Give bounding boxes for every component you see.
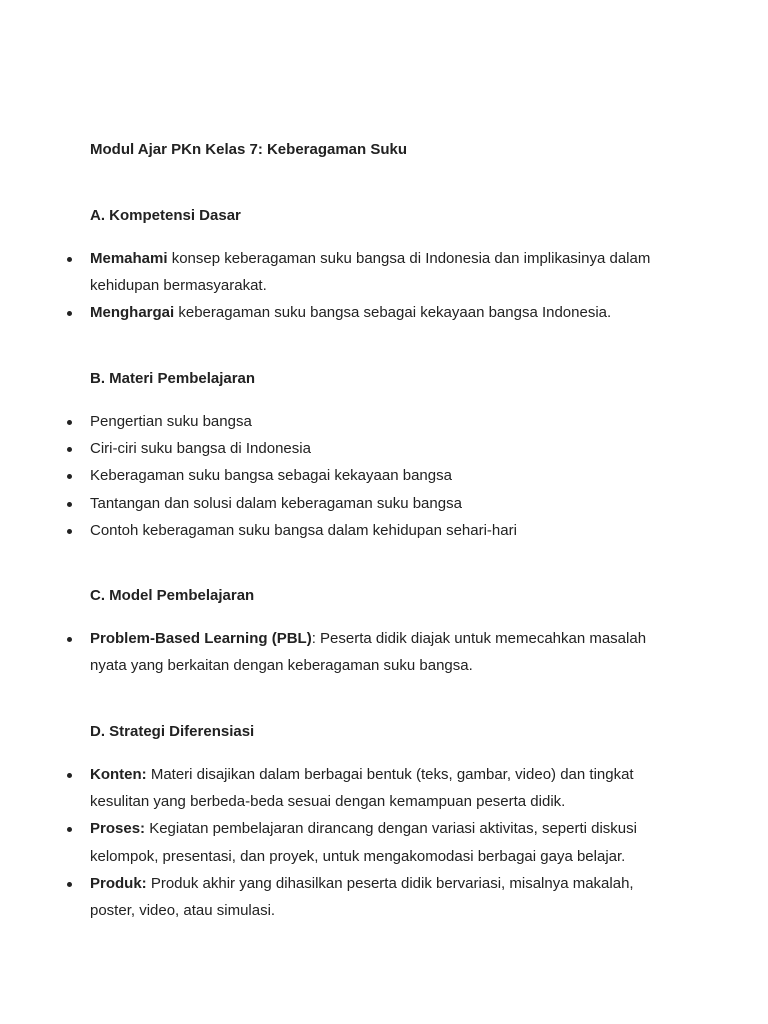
section-heading-strategi-diferensiasi: D. Strategi Diferensiasi xyxy=(90,723,255,740)
list-item: Keberagaman suku bangsa sebagai kekayaan bangsa xyxy=(90,462,670,489)
list-item: Contoh keberagaman suku bangsa dalam kehidupan sehari-hari xyxy=(90,517,670,544)
materi-pembelajaran-list xyxy=(90,408,670,544)
list-item-text: konsep keberagaman suku bangsa di Indonesia dan implikasinya dalam kehidupan bermasyarakat. xyxy=(90,250,651,295)
list-item-text: Produk akhir yang dihasilkan peserta didik bervariasi, misalnya makalah, poster, video, atau simulasi. xyxy=(90,874,634,920)
list-item xyxy=(90,815,670,869)
list-item-term: Konten: xyxy=(90,766,147,783)
section-heading-model-pembelajaran: C. Model Pembelajaran xyxy=(90,587,255,604)
document-title: Modul Ajar PKn Kelas 7: Keberagaman Suku xyxy=(90,141,408,158)
kompetensi-dasar-list xyxy=(90,245,670,327)
section-heading-kompetensi-dasar: A. Kompetensi Dasar xyxy=(90,207,241,224)
list-item-text: Materi disajikan dalam berbagai bentuk (teks, gambar, video) dan tingkat kesulitan yang berbeda-beda sesuai dengan kemampuan peserta didik. xyxy=(90,766,634,811)
list-item-term: Menghargai xyxy=(90,304,175,322)
list-item: Pengertian suku bangsa xyxy=(90,408,670,435)
list-item-text: Kegiatan pembelajaran dirancang dengan variasi aktivitas, seperti diskusi kelompok, presentasi, dan proyek, untuk mengakomodasi berbagai gaya belajar. xyxy=(90,820,637,865)
list-item xyxy=(90,625,670,679)
list-item xyxy=(90,870,670,924)
list-item: Ciri-ciri suku bangsa di Indonesia xyxy=(90,435,670,462)
model-pembelajaran-list xyxy=(90,625,670,679)
section-heading-materi-pembelajaran: B. Materi Pembelajaran xyxy=(90,370,256,387)
list-item-text: keberagaman suku bangsa sebagai kekayaan bangsa Indonesia. xyxy=(174,304,612,322)
list-item xyxy=(90,761,670,815)
list-item-term: Problem-Based Learning (PBL) xyxy=(90,630,312,647)
list-item-text: : Peserta didik diajak untuk memecahkan masalah nyata yang berkaitan dengan keberagaman suku bangsa. xyxy=(90,630,647,675)
list-item: Tantangan dan solusi dalam keberagaman suku bangsa xyxy=(90,490,670,517)
list-item xyxy=(90,245,670,299)
list-item-term: Memahami xyxy=(90,250,168,267)
list-item-term: Proses: xyxy=(90,820,146,838)
list-item-term: Produk: xyxy=(90,874,147,892)
list-item xyxy=(90,299,670,326)
strategi-diferensiasi-list xyxy=(90,761,670,924)
